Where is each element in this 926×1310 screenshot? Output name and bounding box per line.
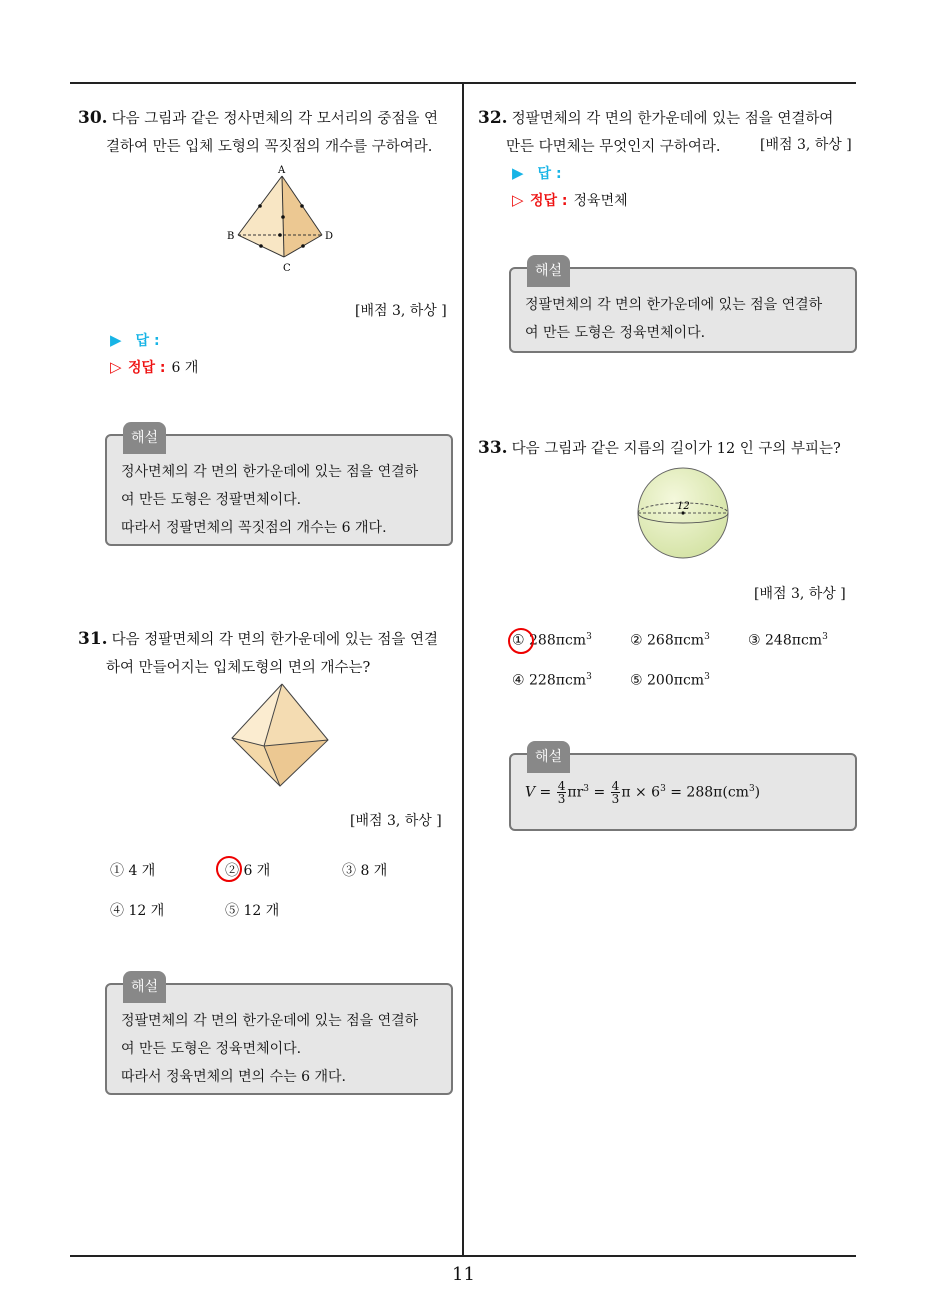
q33-option-5[interactable]: ⑤ 200πcm$^3$ <box>630 672 710 689</box>
label-d: D <box>325 231 334 242</box>
q33-text: 33. 다음 그림과 같은 지름의 길이가 12 인 구의 부피는? <box>478 438 841 458</box>
q32-text: 32. 정팔면체의 각 면의 한가운데에 있는 점을 연결하여 만든 다면체는 무엇인지 구하여라. <box>478 108 834 155</box>
play-icon: ▶ <box>110 331 122 349</box>
q33-explanation <box>509 749 857 831</box>
q33-option-3[interactable]: ③ 248πcm$^3$ <box>748 632 828 649</box>
selected-circle-icon <box>508 628 534 654</box>
q31-score: [배점 3, 하상 ] <box>350 813 442 829</box>
q33-score: [배점 3, 하상 ] <box>754 586 846 602</box>
q31-option-1[interactable]: ① 4 개 <box>110 863 156 879</box>
q31-text: 31. 다음 정팔면체의 각 면의 한가운데에 있는 점을 연결 하여 만들어지는 입체도형의 면의 개수는? <box>78 629 438 676</box>
q30-answer-row: ▶ 답 : <box>110 331 160 349</box>
q33-option-4[interactable]: ④ 228πcm$^3$ <box>512 672 592 689</box>
volume-formula: V = $\frac{4}{3}$ $\pi r^3$ = $\frac{4}{3}$ $\pi \times 6^3 = 288\pi(cm^3)$ <box>525 779 761 807</box>
q30-score: [배점 3, 하상 ] <box>355 303 447 319</box>
q33-option-2[interactable]: ② 268πcm$^3$ <box>630 632 710 649</box>
explanation-tag: 해설 <box>123 422 166 454</box>
selected-circle-icon <box>216 856 242 882</box>
q31-number: 31. <box>78 629 108 649</box>
q32-correct-row: ▷ 정답 : 정육면체 <box>512 191 628 209</box>
q33-option-1[interactable]: ① 288πcm$^3$ <box>512 632 592 649</box>
q30-number: 30. <box>78 108 108 128</box>
explanation-tag: 해설 <box>123 971 166 1003</box>
label-b: B <box>227 231 235 242</box>
q32-score: [배점 3, 하상 ] <box>760 137 852 153</box>
explanation-tag: 해설 <box>527 255 570 287</box>
page-number: 11 <box>452 1264 475 1285</box>
tetrahedron-figure <box>220 162 340 282</box>
q31-explanation: 해설 정팔면체의 각 면의 한가운데에 있는 점을 연결하 여 만든 도형은 정육면체이다. 따라서 정육면체의 면의 수는 6 개다. <box>105 983 453 1095</box>
q31-option-4[interactable]: ④ 12 개 <box>110 903 165 919</box>
q31-option-2[interactable]: ② 6 개 <box>225 860 270 880</box>
q31-option-3[interactable]: ③ 8 개 <box>342 863 388 879</box>
q32-explanation: 해설 정팔면체의 각 면의 한가운데에 있는 점을 연결하 여 만든 도형은 정육면체이다. <box>509 267 857 353</box>
column-divider <box>462 84 464 1256</box>
label-a: A <box>278 165 286 176</box>
q33-number: 33. <box>478 438 508 458</box>
q30-explanation: 해설 정사면체의 각 면의 한가운데에 있는 점을 연결하 여 만든 도형은 정팔면체이다. 따라서 정팔면체의 꼭짓점의 개수는 6 개다. <box>105 434 453 546</box>
q31-option-5[interactable]: ⑤ 12 개 <box>225 903 280 919</box>
bottom-rule <box>70 1255 856 1257</box>
label-c: C <box>283 263 291 274</box>
q32-number: 32. <box>478 108 508 128</box>
play-outline-icon: ▷ <box>110 358 122 376</box>
q30-correct-row: ▷ 정답 : 6 개 <box>110 358 199 376</box>
octahedron-figure <box>228 682 334 790</box>
play-icon: ▶ <box>512 164 524 182</box>
explanation-tag: 해설 <box>527 741 570 773</box>
q32-answer-row: ▶ 답 : <box>512 164 562 182</box>
q30-text: 30. 다음 그림과 같은 정사면체의 각 모서리의 중점을 연 결하여 만든 입체 도형의 꼭짓점의 개수를 구하여라. <box>78 108 438 155</box>
sphere-figure <box>636 466 730 560</box>
diameter-label: 12 <box>677 501 690 512</box>
play-outline-icon: ▷ <box>512 191 524 209</box>
